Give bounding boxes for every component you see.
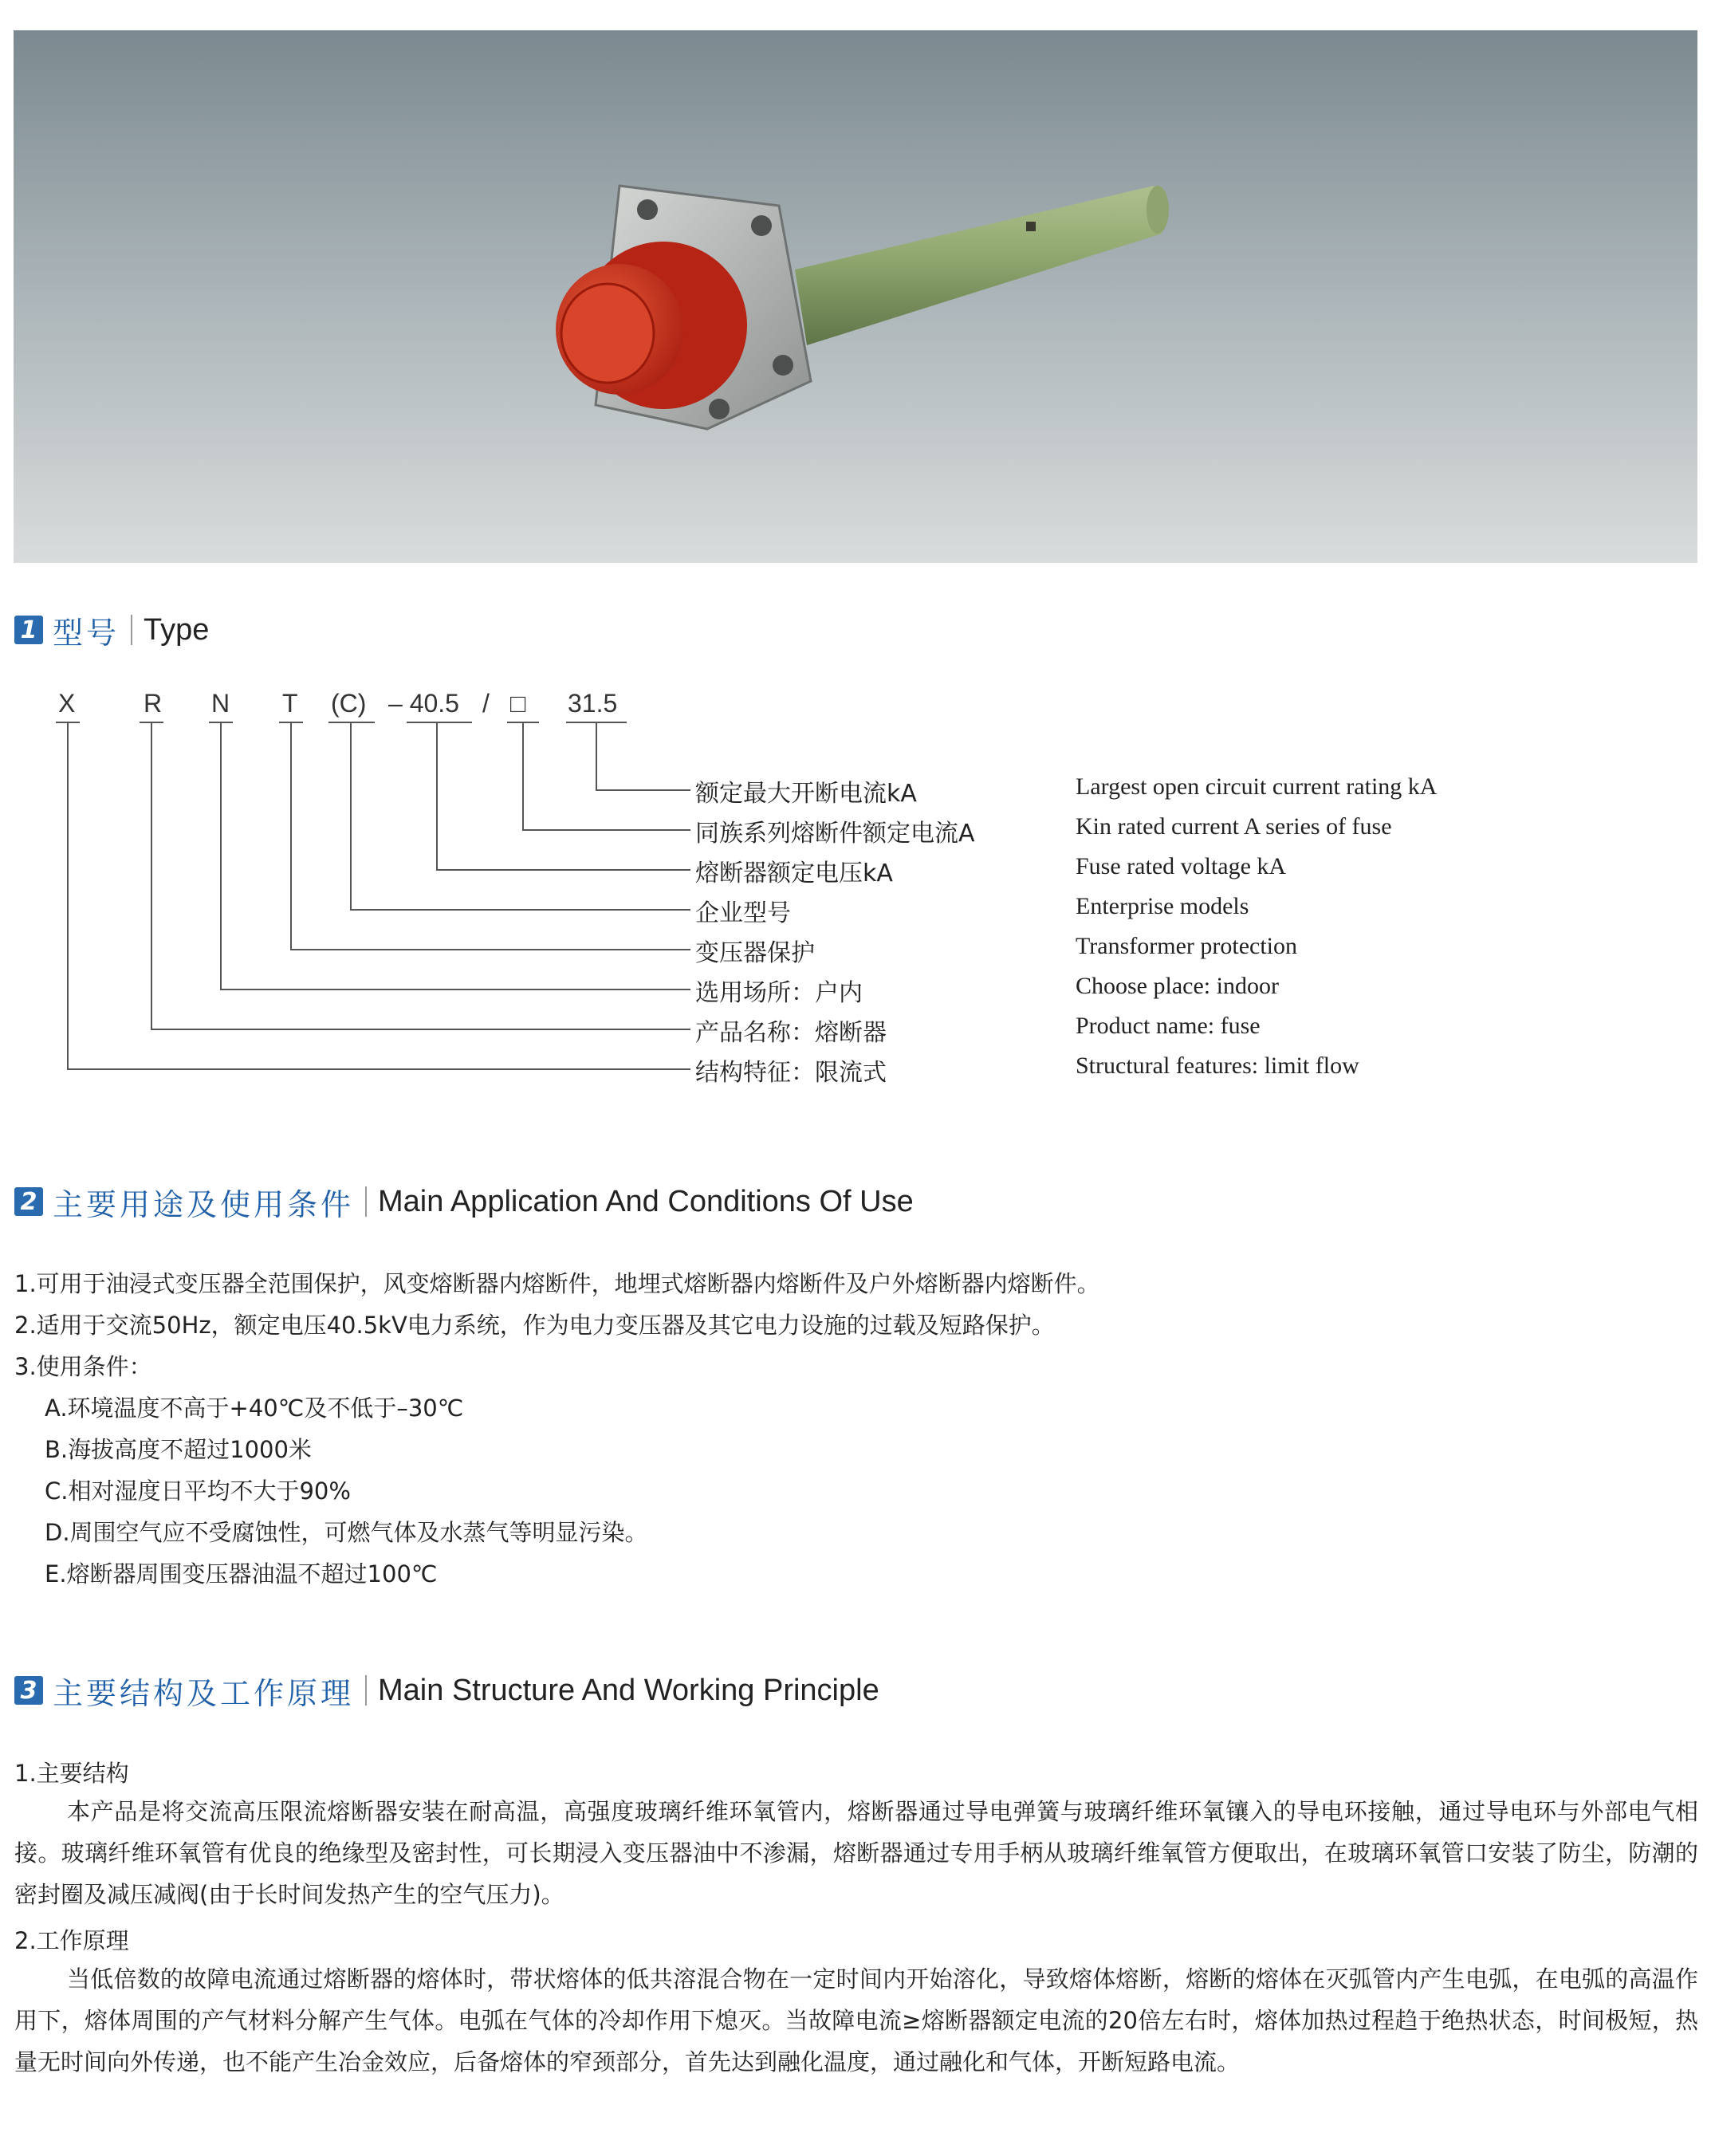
section-title-cn: 主要结构及工作原理: [53, 1675, 355, 1711]
type-row-en: Product name: fuse: [1076, 1013, 1261, 1039]
code-t: T: [282, 689, 298, 718]
section-title-cn: 主要用途及使用条件: [53, 1186, 355, 1222]
type-row-cn: 额定最大开断电流kA: [695, 780, 917, 808]
type-row-en: Fuse rated voltage kA: [1076, 853, 1287, 879]
type-row-en: Transformer protection: [1076, 933, 1297, 959]
code-n: N: [211, 689, 230, 718]
type-row-en: Choose place: indoor: [1076, 973, 1279, 999]
code-box: □: [510, 689, 526, 718]
type-row-cn: 同族系列熔断件额定电流A: [695, 820, 975, 848]
type-row-cn: 企业型号: [695, 899, 791, 927]
principle-paragraph: 当低倍数的故障电流通过熔断器的熔体时，带状熔体的低共溶混合物在一定时间内开始溶化，导致熔体熔断，熔断的熔体在灭弧管内产生电弧，在电弧的高温作用下，熔体周围的产气材料分解产生气体。电弧在气体的冷却作用下熄灭。当故障电流≥熔断器额定电流的20倍左右时，熔体加热过程趋于绝热状态，时间极短，热量无时间向外传递，也不能产生冶金效应，后备熔体的窄颈部分，首先达到融化温度，通过融化和气体，开断短路电流。: [14, 1965, 1698, 2075]
section-number-badge: 3: [14, 1676, 43, 1705]
type-row-cn: 变压器保护: [695, 939, 815, 967]
code-r: R: [144, 689, 163, 718]
type-row-cn: 选用场所：户内: [695, 979, 863, 1007]
section-2-heading: [14, 1178, 914, 1226]
type-row-en: Enterprise models: [1076, 893, 1249, 919]
condition-item: E.熔断器周围变压器油温不超过100℃: [45, 1560, 438, 1587]
code-x: X: [58, 689, 76, 718]
application-line: 2.适用于交流50Hz，额定电压40.5kV电力系统，作为电力变压器及其它电力设施的过载及短路保护。: [14, 1312, 1055, 1339]
condition-item: C.相对湿度日平均不大于90%: [45, 1477, 351, 1505]
title-divider: [365, 1675, 367, 1706]
code-current: 31.5: [568, 689, 618, 718]
code-c: (C): [331, 689, 367, 718]
code-slash: /: [482, 689, 490, 718]
type-row-cn: 结构特征：限流式: [695, 1059, 887, 1087]
condition-item: B.海拔高度不超过1000米: [45, 1436, 312, 1463]
condition-item: A.环境温度不高于+40℃及不低于–30℃: [45, 1395, 464, 1422]
type-row-en: Kin rated current A series of fuse: [1076, 813, 1392, 840]
type-row-en: Largest open circuit current rating kA: [1076, 773, 1438, 800]
section-number-badge: 1: [14, 616, 43, 644]
application-line: 3.使用条件：: [14, 1353, 152, 1380]
condition-item: D.周围空气应不受腐蚀性，可燃气体及水蒸气等明显污染。: [45, 1519, 648, 1546]
structure-heading: 1.主要结构: [14, 1760, 129, 1787]
section-number-badge: 2: [14, 1187, 43, 1216]
type-row-en: Structural features: limit flow: [1076, 1052, 1359, 1079]
principle-heading: 2.工作原理: [14, 1927, 129, 1954]
type-row-cn: 熔断器额定电压kA: [695, 860, 893, 887]
section-title-en: Type: [144, 612, 210, 647]
title-divider: [365, 1186, 367, 1217]
section-title-en: Main Application And Conditions Of Use: [378, 1184, 914, 1218]
section-title-en: Main Structure And Working Principle: [378, 1673, 879, 1707]
application-line: 1.可用于油浸式变压器全范围保护，风变熔断器内熔断件，地埋式熔断器内熔断件及户外熔断器内熔断件。: [14, 1270, 1100, 1297]
structure-paragraph: 本产品是将交流高压限流熔断器安装在耐高温，高强度玻璃纤维环氧管内，熔断器通过导电弹簧与玻璃纤维环氧镶入的导电环接触，通过导电环与外部电气相接。玻璃纤维环氧管有优良的绝缘型及密封性，可长期浸入变压器油中不渗漏，熔断器通过专用手柄从玻璃纤维氧管方便取出，在玻璃环氧管口安装了防尘，防潮的密封圈及减压减阀(由于长时间发热产生的空气压力)。: [14, 1798, 1698, 1908]
type-row-cn: 产品名称：熔断器: [695, 1019, 887, 1047]
code-voltage: – 40.5: [388, 689, 459, 718]
section-3-heading: [14, 1666, 879, 1714]
section-title-cn: 型号: [53, 615, 120, 651]
